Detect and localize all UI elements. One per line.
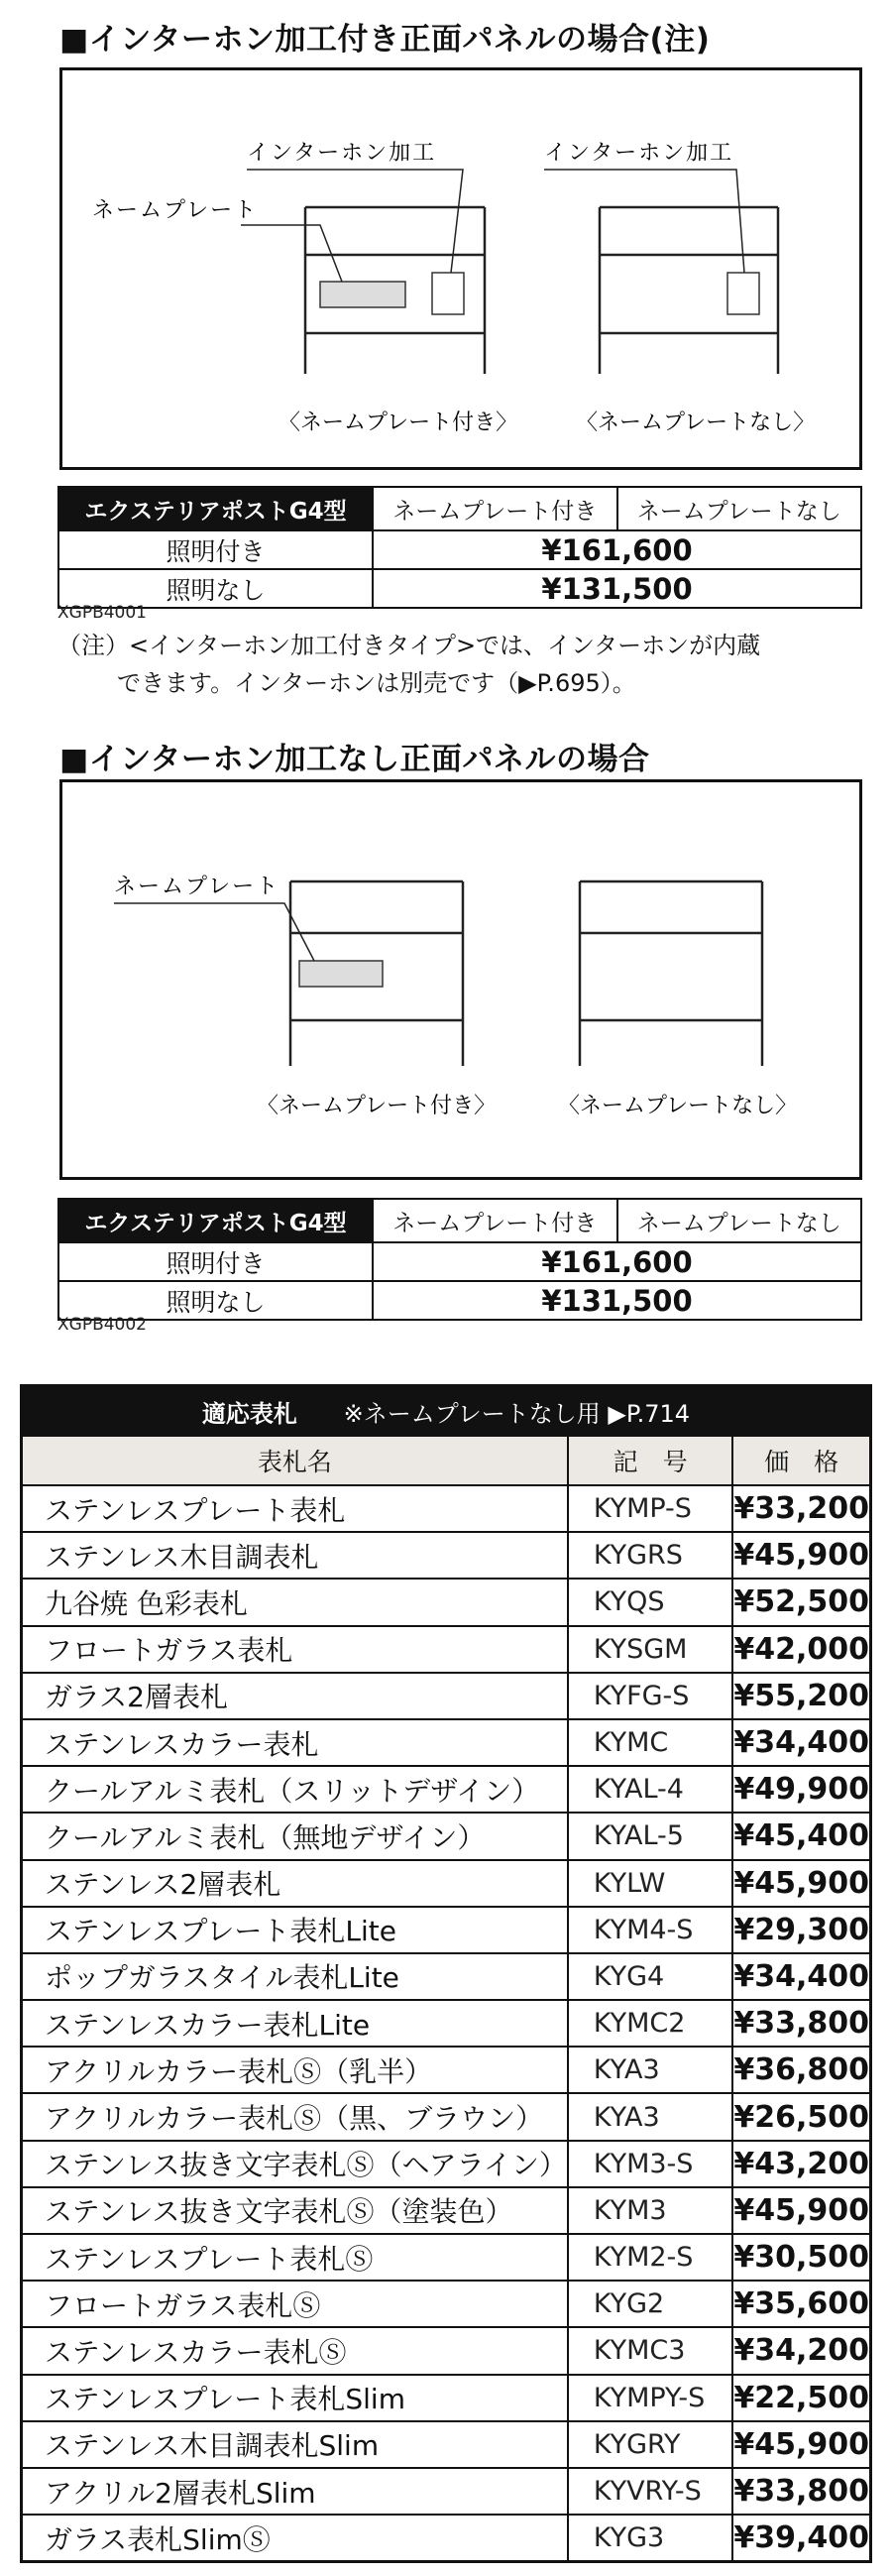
nameplate-price: ¥52,500	[732, 1579, 870, 1625]
table-row	[22, 2281, 871, 2327]
nameplate-name: フロートガラス表札	[22, 1626, 568, 1673]
table-row	[22, 2468, 871, 2515]
table-row	[22, 1953, 871, 2000]
nameplate-name: ポップガラスタイル表札Lite	[22, 1953, 568, 2000]
table-row	[22, 1532, 871, 1579]
nameplate-code: KYA3	[568, 2047, 733, 2093]
table-row	[22, 2421, 871, 2468]
note-line-1: （注）<インターホン加工付きタイプ>では、インターホンが内蔵	[57, 632, 761, 659]
nameplate-price: ¥43,200	[732, 2141, 870, 2187]
nameplate-code: KYAL-4	[568, 1766, 733, 1813]
nameplate-price: ¥34,400	[732, 1719, 870, 1766]
nameplate-code: KYM4-S	[568, 1907, 733, 1953]
nameplate-price: ¥34,200	[732, 2327, 870, 2374]
nameplate-code: KYSGM	[568, 1626, 733, 1673]
nameplate-price: ¥45,900	[732, 1532, 870, 1579]
nameplate-price: ¥29,300	[732, 1907, 870, 1953]
nameplate-shape-left	[299, 961, 383, 987]
nameplate-name: ステンレスプレート表札Slim	[22, 2375, 568, 2421]
nameplate-code: KYM3	[568, 2187, 733, 2234]
nameplate-code: KYMP-S	[568, 1485, 733, 1532]
section1-title: ■インターホン加工付き正面パネルの場合(注)	[59, 22, 711, 58]
table-row	[22, 1673, 871, 1719]
table-row	[22, 1860, 871, 1907]
nameplate-code: KYMC	[568, 1719, 733, 1766]
nameplate-table	[20, 1384, 872, 2563]
table-row	[22, 2375, 871, 2421]
table-row	[22, 1766, 871, 1813]
nameplate-name: ガラス2層表札	[22, 1673, 568, 1719]
banner-title: 適応表札	[201, 1399, 297, 1428]
row-label: 照明付き	[58, 1242, 373, 1281]
table-row	[22, 1813, 871, 1859]
nameplate-code: KYVRY-S	[568, 2468, 733, 2515]
nameplate-name: ステンレスカラー表札Lite	[22, 2000, 568, 2047]
nameplate-price: ¥45,400	[732, 1813, 870, 1859]
table-row	[58, 1242, 861, 1281]
panel-diagram	[62, 782, 859, 1177]
table-row	[22, 2187, 871, 2234]
table-row	[58, 569, 861, 608]
nameplate-code: KYM2-S	[568, 2234, 733, 2281]
table-row	[22, 2234, 871, 2281]
table-row	[58, 1281, 861, 1320]
label-nameplate: ネームプレート	[92, 198, 259, 223]
col-with-nameplate: ネームプレート付き	[373, 1199, 617, 1242]
nameplate-price: ¥26,500	[732, 2093, 870, 2140]
nameplate-price: ¥36,800	[732, 2047, 870, 2093]
product-code-1: XGPB4001	[57, 603, 147, 623]
nameplate-code: KYAL-5	[568, 1813, 733, 1859]
table-row	[58, 530, 861, 569]
nameplate-code: KYM3-S	[568, 2141, 733, 2187]
nameplate-price: ¥22,500	[732, 2375, 870, 2421]
table-row	[22, 1579, 871, 1625]
row-price: ¥161,600	[373, 530, 861, 569]
nameplate-code: KYLW	[568, 1860, 733, 1907]
table-product-name: エクステリアポストG4型	[58, 1199, 373, 1242]
nameplate-code: KYA3	[568, 2093, 733, 2140]
nameplate-price: ¥39,400	[732, 2515, 870, 2562]
nameplate-name: 九谷焼 色彩表札	[22, 1579, 568, 1625]
nameplate-name: クールアルミ表札（無地デザイン）	[22, 1813, 568, 1859]
row-price: ¥131,500	[373, 1281, 861, 1320]
caption-without-nameplate: 〈ネームプレートなし〉	[558, 1094, 798, 1118]
row-label: 照明付き	[58, 530, 373, 569]
col-without-nameplate: ネームプレートなし	[617, 1199, 862, 1242]
label-intercom-left: インターホン加工	[247, 141, 437, 166]
nameplate-name: アクリルカラー表札Ⓢ（黒、ブラウン）	[22, 2093, 568, 2140]
column-header-code: 記 号	[568, 1436, 733, 1485]
nameplate-price: ¥33,800	[732, 2000, 870, 2047]
diagram-panel-with-intercom	[59, 67, 862, 470]
nameplate-name: クールアルミ表札（スリットデザイン）	[22, 1766, 568, 1813]
nameplate-price: ¥45,900	[732, 2187, 870, 2234]
price-table-1	[57, 486, 862, 609]
table-row	[22, 1907, 871, 1953]
nameplate-name: ステンレス木目調表札	[22, 1532, 568, 1579]
nameplate-price: ¥33,800	[732, 2468, 870, 2515]
price-table-2	[57, 1198, 862, 1321]
nameplate-code: KYMC3	[568, 2327, 733, 2374]
caption-with-nameplate: 〈ネームプレート付き〉	[279, 410, 518, 435]
nameplate-code: KYG3	[568, 2515, 733, 2562]
diagram-panel-no-intercom	[59, 779, 862, 1180]
row-price: ¥161,600	[373, 1242, 861, 1281]
nameplate-name: ステンレスカラー表札	[22, 1719, 568, 1766]
nameplate-name: フロートガラス表札Ⓢ	[22, 2281, 568, 2327]
table-row	[22, 2000, 871, 2047]
nameplate-price: ¥49,900	[732, 1766, 870, 1813]
table-row	[22, 1626, 871, 1673]
section2-title: ■インターホン加工なし正面パネルの場合	[59, 742, 650, 777]
caption-without-nameplate: 〈ネームプレートなし〉	[576, 410, 816, 435]
column-header-name: 表札名	[22, 1436, 568, 1485]
nameplate-price: ¥30,500	[732, 2234, 870, 2281]
nameplate-code: KYQS	[568, 1579, 733, 1625]
nameplate-name: ステンレスカラー表札Ⓢ	[22, 2327, 568, 2374]
nameplate-code: KYGRY	[568, 2421, 733, 2468]
col-without-nameplate: ネームプレートなし	[617, 487, 862, 530]
table-row	[22, 1485, 871, 1532]
nameplate-price: ¥45,900	[732, 1860, 870, 1907]
banner-note: ※ネームプレートなし用 ▶P.714	[343, 1399, 691, 1428]
nameplate-code: KYGRS	[568, 1532, 733, 1579]
nameplate-table-banner	[22, 1386, 871, 1437]
label-nameplate: ネームプレート	[114, 875, 280, 899]
row-price: ¥131,500	[373, 569, 861, 608]
table-row	[22, 2141, 871, 2187]
intercom-shape-left	[432, 273, 464, 314]
nameplate-name: ガラス表札SlimⓈ	[22, 2515, 568, 2562]
nameplate-price: ¥34,400	[732, 1953, 870, 2000]
nameplate-price: ¥55,200	[732, 1673, 870, 1719]
column-header-price: 価 格	[732, 1436, 870, 1485]
nameplate-name: ステンレスプレート表札Ⓢ	[22, 2234, 568, 2281]
nameplate-name: ステンレスプレート表札	[22, 1485, 568, 1532]
caption-with-nameplate: 〈ネームプレート付き〉	[257, 1094, 497, 1118]
nameplate-name: ステンレス抜き文字表札Ⓢ（ヘアライン）	[22, 2141, 568, 2187]
nameplate-name: アクリル2層表札Slim	[22, 2468, 568, 2515]
nameplate-code: KYG4	[568, 1953, 733, 2000]
label-intercom-right: インターホン加工	[544, 141, 734, 166]
nameplate-code: KYMPY-S	[568, 2375, 733, 2421]
nameplate-code: KYMC2	[568, 2000, 733, 2047]
nameplate-name: ステンレスプレート表札Lite	[22, 1907, 568, 1953]
table-row	[22, 1719, 871, 1766]
nameplate-price: ¥45,900	[732, 2421, 870, 2468]
nameplate-name: ステンレス木目調表札Slim	[22, 2421, 568, 2468]
table-row	[22, 2327, 871, 2374]
table-row	[22, 2093, 871, 2140]
nameplate-price: ¥33,200	[732, 1485, 870, 1532]
nameplate-code: KYFG-S	[568, 1673, 733, 1719]
nameplate-price: ¥42,000	[732, 1626, 870, 1673]
col-with-nameplate: ネームプレート付き	[373, 487, 617, 530]
note-line-2: できます。インターホンは別売です（▶P.695）。	[117, 669, 636, 697]
table-product-name: エクステリアポストG4型	[58, 487, 373, 530]
table-row	[22, 2047, 871, 2093]
row-label: 照明なし	[58, 569, 373, 608]
nameplate-name: アクリルカラー表札Ⓢ（乳半）	[22, 2047, 568, 2093]
nameplate-code: KYG2	[568, 2281, 733, 2327]
intercom-shape-right	[727, 273, 759, 314]
nameplate-name: ステンレス抜き文字表札Ⓢ（塗装色）	[22, 2187, 568, 2234]
nameplate-price: ¥35,600	[732, 2281, 870, 2327]
nameplate-shape-left	[320, 282, 405, 307]
product-code-2: XGPB4002	[57, 1315, 147, 1335]
panel-diagram	[62, 70, 859, 467]
nameplate-name: ステンレス2層表札	[22, 1860, 568, 1907]
row-label: 照明なし	[58, 1281, 373, 1320]
table-row	[22, 2515, 871, 2562]
